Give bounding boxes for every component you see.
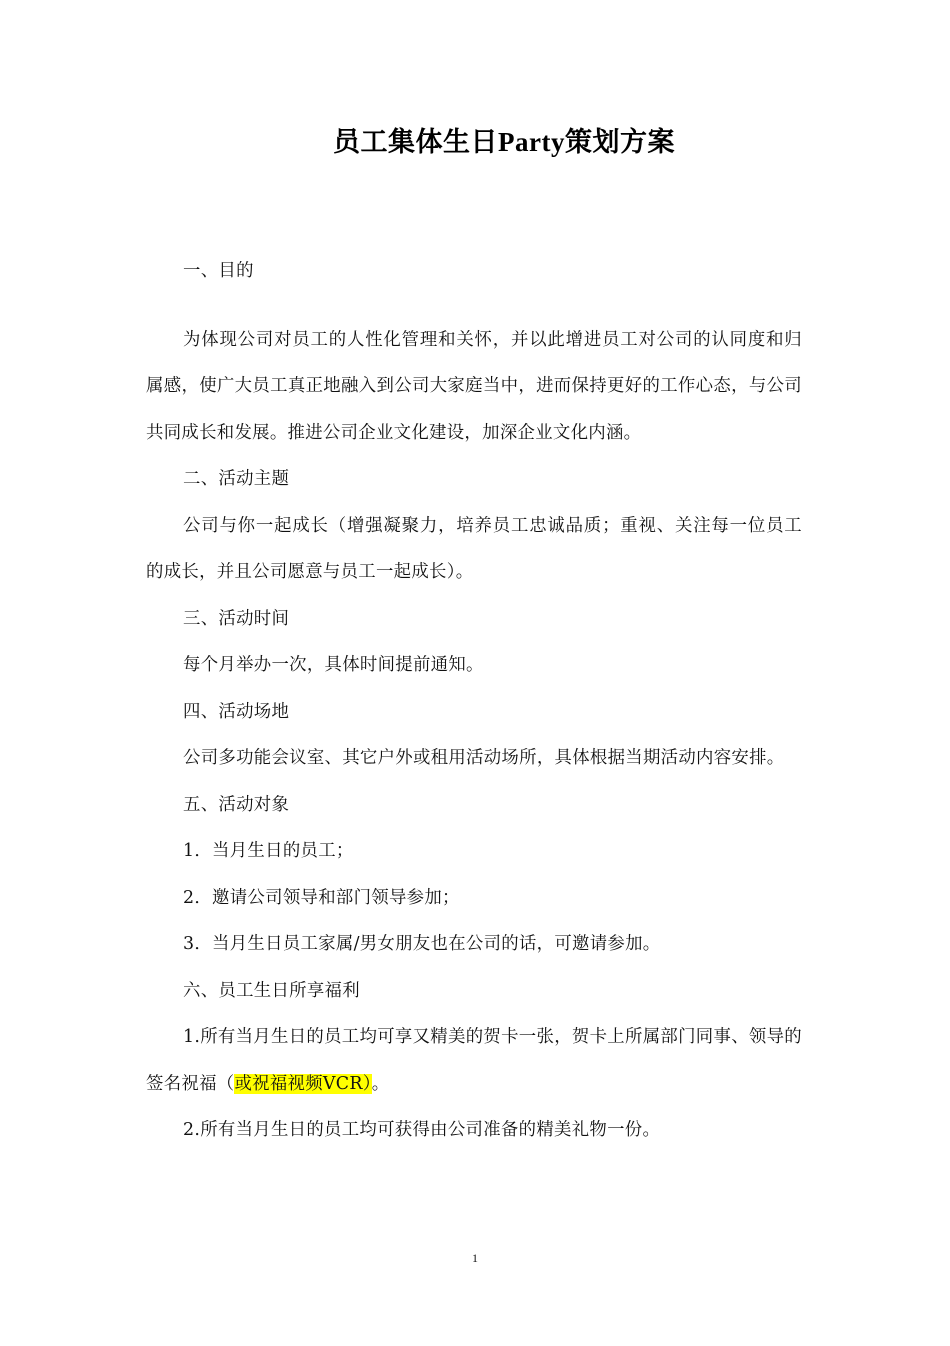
section-heading-benefits: 六、员工生日所享福利 [183, 980, 360, 1001]
section-body-venue: 公司多功能会议室、其它户外或租用活动场所，具体根据当期活动内容安排。 [183, 748, 785, 768]
page-number: 1 [472, 1251, 478, 1265]
section-heading-purpose: 一、目的 [183, 261, 254, 281]
benefit-card-end: 。 [371, 1073, 390, 1094]
page-title: 员工集体生日Party策划方案 [333, 127, 675, 157]
highlighted-text: 或祝福视频VCR） [234, 1073, 372, 1094]
spacer [146, 295, 802, 317]
section-heading-participants: 五、活动对象 [183, 794, 290, 815]
section-body-theme: 公司与你一起成长（增强凝聚力，培养员工忠诚品质；重视、关注每一位员工的成长，并且公司愿意与员工一起成长）。 [146, 515, 802, 582]
list-item-benefit-gift: 2.所有当月生日的员工均可获得由公司准备的精美礼物一份。 [183, 1120, 661, 1140]
list-item: 3．当月生日员工家属/男女朋友也在公司的话，可邀请参加。 [183, 934, 661, 954]
section-heading-theme: 二、活动主题 [183, 469, 290, 489]
benefit-card-text: 1.所有当月生日的员工均可享又精美的贺卡一张，贺卡上所属部门同事、领导的签名祝福（ [146, 1027, 802, 1094]
list-item-benefit-card [146, 1014, 802, 1107]
section-body-time: 每个月举办一次，具体时间提前通知。 [183, 655, 484, 675]
section-body-purpose: 为体现公司对员工的人性化管理和关怀，并以此增进员工对公司的认同度和归属感，使广大员工真正地融入到公司大家庭当中，进而保持更好的工作心态，与公司共同成长和发展。推进公司企业文化建设，加深企业文化内涵。 [146, 329, 802, 443]
list-item: 1．当月生日的员工； [183, 841, 354, 861]
section-heading-time: 三、活动时间 [183, 608, 290, 629]
document-body [146, 248, 802, 1154]
list-item: 2．邀请公司领导和部门领导参加； [183, 887, 460, 908]
section-heading-venue: 四、活动场地 [183, 701, 290, 722]
